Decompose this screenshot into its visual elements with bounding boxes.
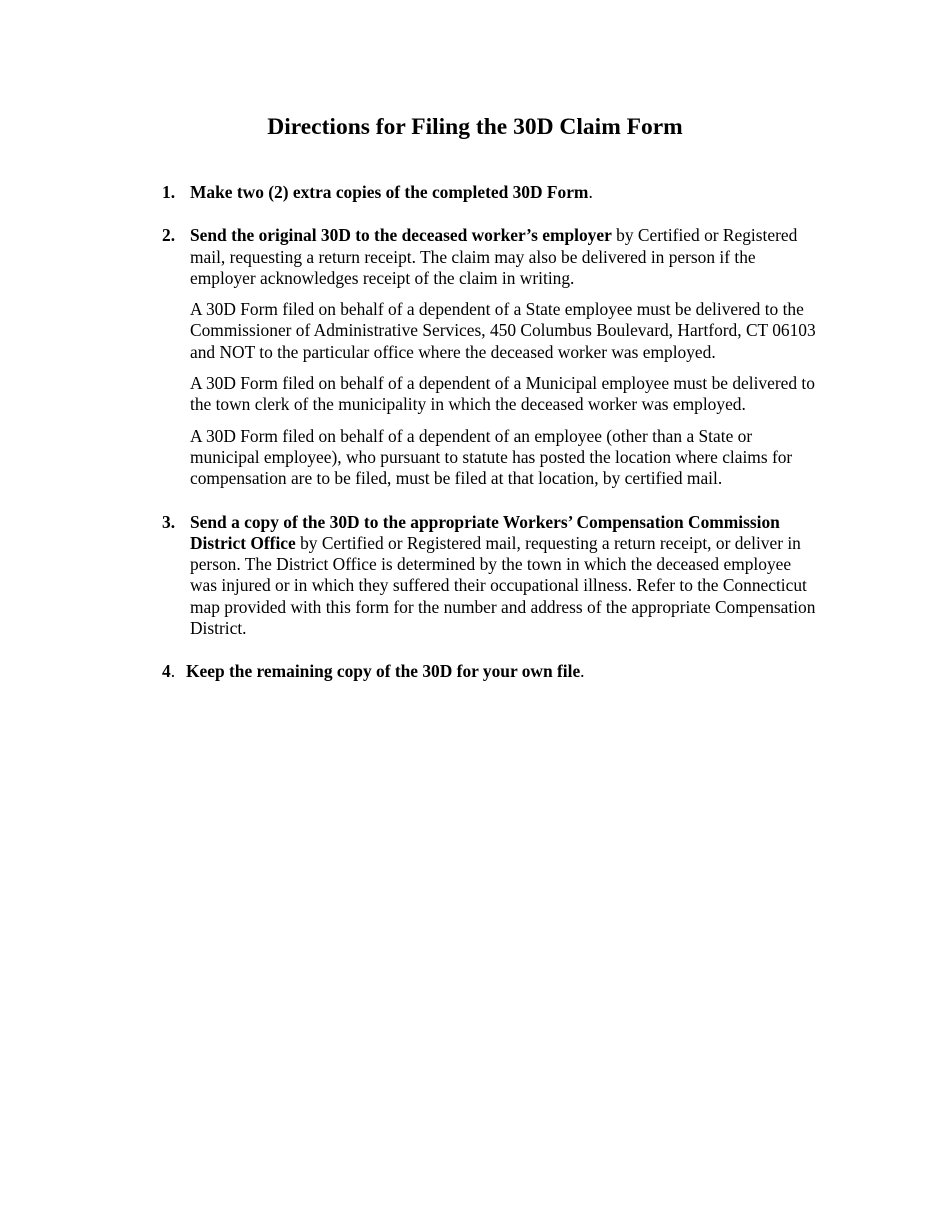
directions-list (162, 182, 822, 683)
item-paragraph: A 30D Form filed on behalf of a dependent of a State employee must be delivered to the Commissioner of Administrative Services, 450 Columbus Boulevard, Hartford, CT 06103 and NOT to the particular office where the deceased worker was employed. (190, 299, 816, 362)
item-heading: Send the original 30D to the deceased worker’s employer (190, 225, 612, 246)
page-title: Directions for Filing the 30D Claim Form (267, 114, 683, 140)
item-heading: Send a copy of the 30D to the appropriate Workers’ Compensation Commission District Office (190, 511, 780, 553)
item-body (186, 661, 822, 682)
item-rest: by Certified or Registered mail, requesting a return receipt. The claim may also be delivered in person if the employer acknowledges receipt of the claim in writing. (190, 225, 798, 288)
list-item-2 (162, 225, 822, 489)
list-item-3 (162, 512, 822, 640)
item-heading: Make two (2) extra copies of the completed 30D Form (190, 182, 589, 202)
item-body (190, 182, 822, 203)
list-item-1 (162, 182, 822, 203)
item-body (190, 512, 822, 640)
item-rest: by Certified or Registered mail, requesting a return receipt, or deliver in person. The District Office is determined by the town in which the deceased employee was injured or in which they suffered their occupational illness. Refer to the Connecticut map provided with this form for the number and address of the appropriate Compensation District. (190, 532, 816, 639)
list-item-4 (162, 661, 822, 682)
item-text (186, 661, 822, 682)
item-paragraph: A 30D Form filed on behalf of a dependent of a Municipal employee must be delivered to the town clerk of the municipality in which the deceased worker was employed. (190, 373, 815, 415)
item-paragraph: A 30D Form filed on behalf of a dependent of an employee (other than a State or municipal employee), who pursuant to statute has posted the location where claims for compensation are to be filed, must be filed at that location, by certified mail. (190, 425, 793, 489)
item-number: 1. (162, 182, 176, 202)
item-text (190, 512, 822, 640)
item-number: 4. (162, 661, 176, 682)
item-body (190, 225, 822, 489)
item-text (190, 225, 822, 289)
item-number: 3. (162, 511, 176, 532)
item-number: 2. (162, 225, 176, 246)
item-rest: . (580, 661, 585, 682)
item-text (190, 182, 822, 203)
item-heading: Keep the remaining copy of the 30D for your own file (186, 661, 581, 682)
item-rest: . (588, 182, 593, 202)
